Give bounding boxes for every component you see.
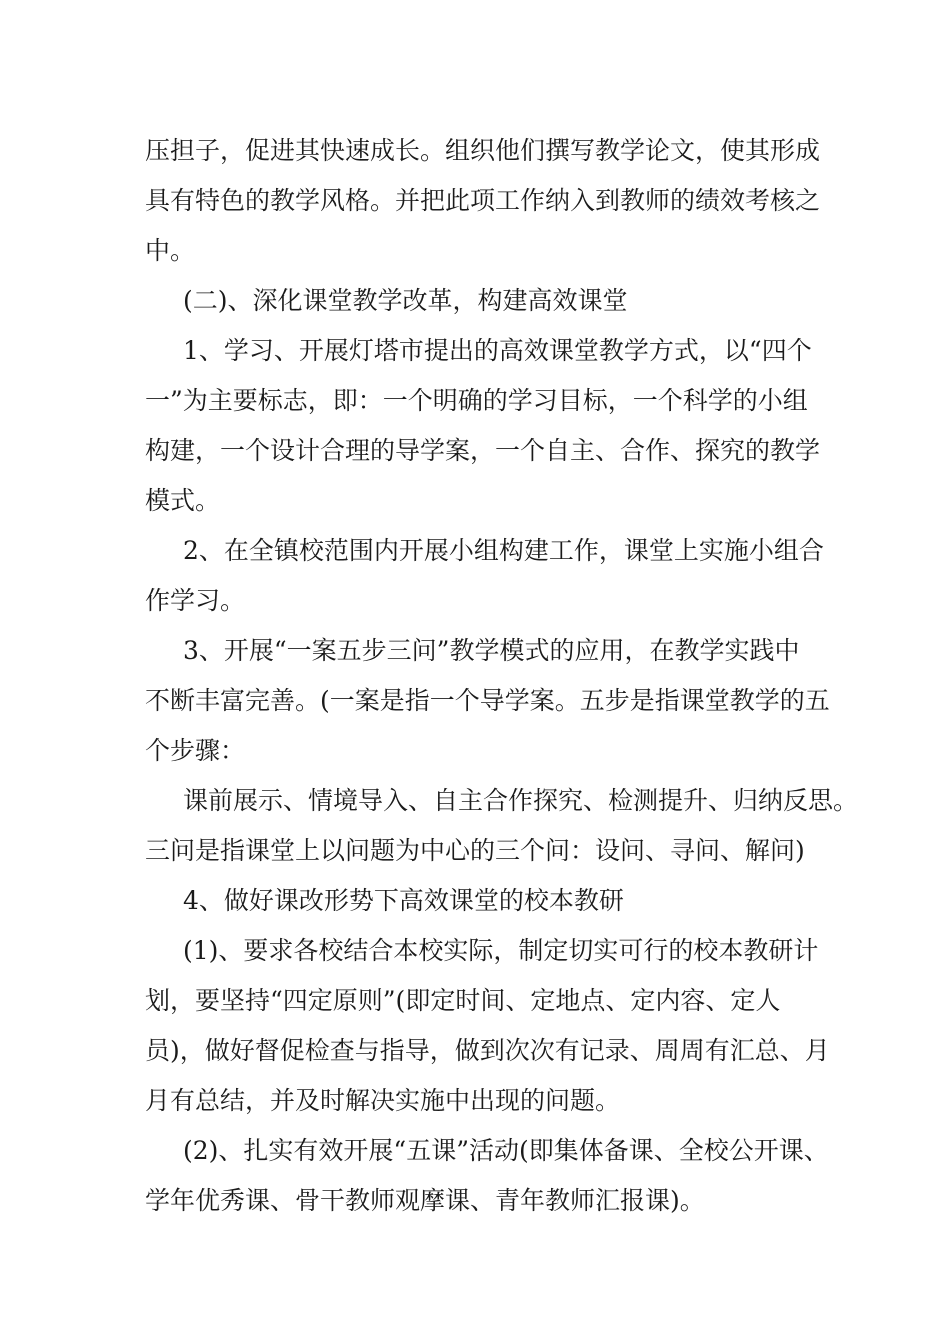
text-line: (1)、要求各校结合本校实际，制定切实可行的校本教研计 xyxy=(183,936,819,965)
text-line: 4、做好课改形势下高效课堂的校本教研 xyxy=(183,886,624,915)
text-line: 中。 xyxy=(145,236,196,265)
text-line: 作学习。 xyxy=(145,586,246,615)
text-line: 学年优秀课、骨干教师观摩课、青年教师汇报课)。 xyxy=(145,1186,705,1215)
text-line: (2)、扎实有效开展“五课”活动(即集体备课、全校公开课、 xyxy=(183,1136,829,1165)
text-line: 三问是指课堂上以问题为中心的三个问：设问、寻问、解问) xyxy=(145,836,805,865)
text-line: 构建，一个设计合理的导学案，一个自主、合作、探究的教学 xyxy=(145,436,821,465)
text-line: 月有总结，并及时解决实施中出现的问题。 xyxy=(145,1086,621,1115)
text-line: 2、在全镇校范围内开展小组构建工作，课堂上实施小组合 xyxy=(183,536,824,565)
text-line: 3、开展“一案五步三问”教学模式的应用，在教学实践中 xyxy=(183,636,800,665)
text-line: 课前展示、情境导入、自主合作探究、检测提升、归纳反思。 xyxy=(183,786,859,815)
text-line: 员)，做好督促检查与指导，做到次次有记录、周周有汇总、月 xyxy=(145,1036,830,1065)
text-line: 一”为主要标志，即：一个明确的学习目标，一个科学的小组 xyxy=(145,386,808,415)
text-line: 具有特色的教学风格。并把此项工作纳入到教师的绩效考核之 xyxy=(145,186,821,215)
section-heading: (二)、深化课堂教学改革，构建高效课堂 xyxy=(183,286,628,315)
text-line: 1、学习、开展灯塔市提出的高效课堂教学方式，以“四个 xyxy=(183,336,812,365)
text-line: 个步骤： xyxy=(145,736,246,765)
text-line: 不断丰富完善。(一案是指一个导学案。五步是指课堂教学的五 xyxy=(145,686,830,715)
text-line: 模式。 xyxy=(145,486,221,515)
text-line: 划，要坚持“四定原则”(即定时间、定地点、定内容、定人 xyxy=(145,986,781,1015)
text-line: 压担子，促进其快速成长。组织他们撰写教学论文，使其形成 xyxy=(145,136,821,165)
